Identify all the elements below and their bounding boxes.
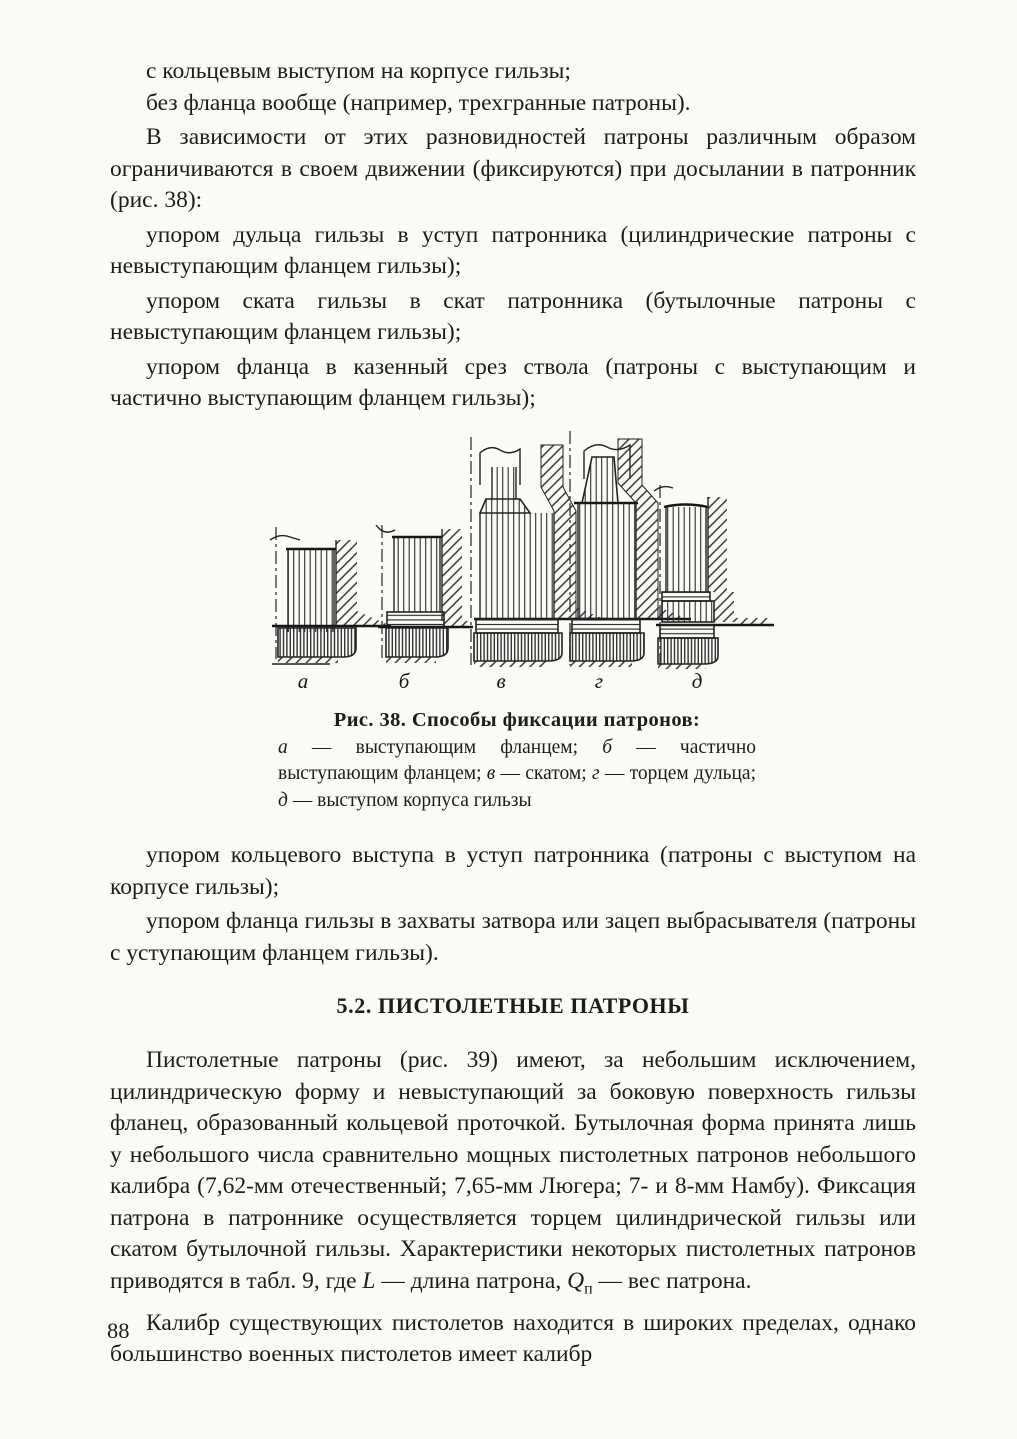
caption-text-d: — выступом корпуса гильзы bbox=[287, 789, 532, 811]
symbol-L: L bbox=[362, 1267, 376, 1294]
fig-b-drawing bbox=[376, 525, 473, 663]
caption-label-v: в bbox=[486, 763, 496, 784]
section-heading-5-2: 5.2. ПИСТОЛЕТНЫЕ ПАТРОНЫ bbox=[336, 993, 690, 1018]
fig-label-b: б bbox=[398, 668, 410, 693]
list-item-no-flange: без фланца вообще (например, трехгранные патроны). bbox=[146, 89, 691, 116]
caption-text-g: — торцем дульца; bbox=[599, 763, 756, 784]
list-item-ring-protrusion: с кольцевым выступом на корпусе гильзы; bbox=[146, 58, 571, 84]
figure-caption bbox=[278, 707, 756, 815]
figure-caption-body bbox=[278, 735, 756, 815]
pistol-text-3: — вес патрона. bbox=[592, 1267, 752, 1294]
fig-label-v: в bbox=[496, 668, 506, 693]
figure-38-drawing bbox=[258, 429, 778, 669]
caption-label-g: г bbox=[591, 763, 600, 784]
fig-a-drawing bbox=[270, 527, 391, 664]
page-number: 88 bbox=[107, 1318, 130, 1343]
figure-caption-title: Рис. 38. Способы фиксации патронов: bbox=[333, 708, 701, 731]
list-item-ring-stop: упором кольцевого выступа в уступ патронника (патроны с выступом на корпусе гильзы); bbox=[110, 842, 916, 900]
pistol-text-2: — длина патрона, bbox=[375, 1267, 568, 1294]
fig-label-g: г bbox=[594, 668, 604, 693]
list-item-shoulder-stop: упором ската гильзы в скат патронника (бутылочные патроны с невыступающим фланцем гильзы); bbox=[110, 287, 916, 345]
caption-text-b: — частично выступающим фланцем; bbox=[278, 736, 756, 784]
caption-text-v: — скатом; bbox=[495, 763, 592, 784]
paragraph-pistol-cartridges bbox=[110, 1045, 916, 1305]
list-item-flange-stop: упором фланца в казенный срез ствола (патроны с выступающим и частично выступающим фланцем гильзы); bbox=[110, 353, 916, 411]
pistol-text-1: Пистолетные патроны (рис. 39) имеют, за небольшим исключением, цилиндрическую форму и невыступающий за боковую поверхность гильзы фланец, образованный кольцевой проточкой. Бутылочная форма принята лишь у небольшого числа сравнительно мощных пистолетных патронов небольшого калибра (7,62-мм отечественный; 7,65-мм Люгера; 7- и 8-мм Намбу). Фиксация патрона в патроннике осуществляется торцем цилиндрической гильзы или скатом бутылочной гильзы. Характеристики некоторых пистолетных патронов приводятся в табл. 9, где bbox=[110, 1047, 916, 1294]
caption-label-d: д bbox=[278, 789, 288, 811]
caption-label-a: а bbox=[278, 736, 288, 758]
caption-text-a: — выступающим фланцем; bbox=[287, 736, 603, 758]
figure-38 bbox=[258, 429, 778, 701]
fig-label-a: а bbox=[297, 668, 309, 693]
list-item-case-mouth-stop: упором дульца гильзы в уступ патронника (цилиндрические патроны с невыступающим фланцем гильзы); bbox=[110, 221, 916, 279]
symbol-Q-subscript: п bbox=[584, 1280, 593, 1298]
fig-d-drawing bbox=[654, 485, 774, 669]
fig-label-d: д bbox=[691, 668, 703, 693]
paragraph-fixation-intro: В зависимости от этих разновидностей патроны различным образом ограничиваются в своем движении (фиксируются) при досылании в патронник (рис. 38): bbox=[110, 124, 916, 213]
paragraph-caliber: Калибр существующих пистолетов находится в широких пределах, однако большинство военных пистолетов имеет калибр bbox=[110, 1309, 916, 1368]
symbol-Q: Q bbox=[567, 1267, 585, 1294]
list-item-extractor-stop: упором фланца гильзы в захваты затвора или зацеп выбрасывателя (патроны с уступающим фланцем гильзы). bbox=[110, 908, 916, 966]
page-content bbox=[110, 56, 916, 1371]
caption-label-b: б bbox=[602, 736, 613, 758]
